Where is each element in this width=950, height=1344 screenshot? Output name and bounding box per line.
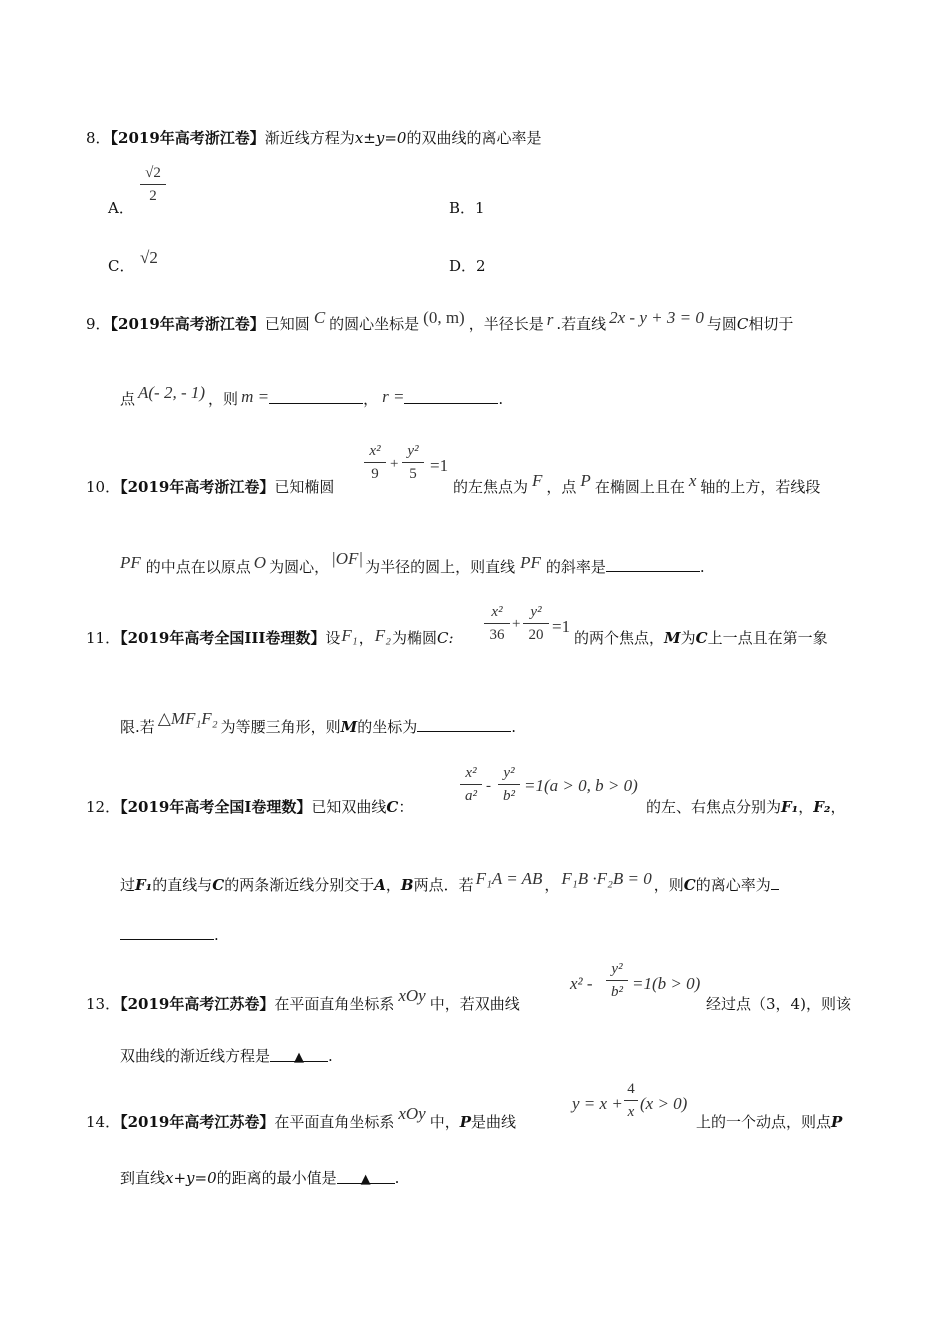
- q13-lead-term: x² -: [570, 974, 593, 993]
- q10-of-abs: |OF|: [331, 549, 364, 568]
- fraction-bar: [402, 462, 424, 463]
- q11-fraction-x-numerator: x²: [491, 604, 503, 620]
- q12-answer-blank[interactable]: [120, 924, 214, 940]
- q9-center: (0, m): [423, 308, 465, 327]
- q9-m-answer-blank[interactable]: [269, 388, 363, 404]
- q14-text: 中，: [429, 1113, 460, 1131]
- q11-text: 为等腰三角形，则: [220, 718, 341, 736]
- q11-plus: +: [512, 616, 521, 632]
- q12-f1: F₁: [135, 876, 153, 894]
- question-14-stem-line1: [86, 1104, 517, 1132]
- q11-text: 为椭圆: [392, 629, 438, 647]
- q10-text: ，点: [546, 478, 577, 496]
- q13-answer-blank[interactable]: [270, 1046, 328, 1065]
- question-11-stem-line1: [86, 628, 454, 648]
- q9-text: ，半径长是: [468, 315, 544, 333]
- q14-condition: (x > 0): [640, 1094, 688, 1113]
- q10-plus: +: [390, 456, 399, 472]
- fraction-bar: [484, 623, 510, 624]
- q11-text: 为: [680, 629, 696, 647]
- q14-text: 上的一个动点，则点: [696, 1113, 832, 1131]
- q12-text: ，则: [653, 876, 684, 894]
- q9-r-label: r =: [382, 387, 405, 406]
- q8-text: 渐近线方程为: [264, 129, 355, 147]
- q11-fraction-x-denominator: 36: [489, 627, 505, 643]
- question-13-stem-line1b: 经过点（3，4)，则该: [706, 995, 851, 1013]
- q11-fraction-x: [484, 603, 510, 644]
- q11-text: 设: [325, 629, 341, 647]
- question-11-stem-line1b: [574, 628, 828, 648]
- question-13-stem-line1: [86, 986, 520, 1014]
- q10-o: O: [253, 553, 267, 572]
- q9-radius: r: [546, 310, 554, 329]
- q10-p: P: [580, 471, 591, 490]
- q12-fraction-x-numerator: x²: [465, 765, 477, 781]
- q12-a: A: [374, 876, 386, 894]
- q13-text: 中，若双曲线: [429, 995, 520, 1013]
- q8-option-c-label: C．: [108, 257, 135, 275]
- q11-text: 的两个焦点，: [574, 629, 665, 647]
- q10-x: x: [688, 471, 697, 490]
- q9-end: .: [498, 390, 504, 408]
- q9-line-equation: 2x - y + 3 = 0: [609, 308, 704, 327]
- q12-text: 的直线与: [152, 876, 213, 894]
- q12-text: 的两条渐近线分别交于: [224, 876, 375, 894]
- q8-number: 8．: [86, 129, 111, 147]
- q8-option-c[interactable]: [108, 256, 134, 276]
- question-14-stem-line1b: [696, 1112, 842, 1132]
- q11-f1: F₁: [341, 626, 358, 645]
- q10-text: 的斜率是: [545, 558, 606, 576]
- q12-fraction-x-denominator: a²: [465, 788, 477, 804]
- q11-f2: F₂: [374, 626, 392, 645]
- q11-answer-blank[interactable]: [417, 716, 511, 732]
- q11-number: 11．: [86, 629, 121, 647]
- q11-source: 【2019年高考全国III卷理数】: [120, 629, 326, 647]
- question-12-stem-line1b: [646, 797, 846, 817]
- q13-text: 在平面直角坐标系: [274, 995, 395, 1013]
- fraction-bar: [523, 623, 549, 624]
- q12-colon: ：: [398, 798, 414, 816]
- q12-text: 已知双曲线: [311, 798, 387, 816]
- q12-comma: ，: [798, 798, 814, 816]
- q12-fraction-y-denominator: b²: [503, 788, 515, 804]
- q9-point-a: A(- 2, - 1): [138, 383, 206, 402]
- q9-m-label: m =: [241, 387, 270, 406]
- q8-text-after: 的双曲线的离心率是: [406, 129, 542, 147]
- q10-number: 10．: [86, 478, 121, 496]
- q8-option-a-denominator: 2: [149, 188, 157, 204]
- q11-text: 的坐标为: [357, 718, 418, 736]
- q12-comma: ，: [385, 876, 401, 894]
- fraction-bar: [624, 1100, 638, 1101]
- q11-c: C: [695, 629, 708, 647]
- fraction-bar: [460, 784, 482, 785]
- q10-source: 【2019年高考浙江卷】: [120, 478, 275, 496]
- q11-end: .: [511, 718, 517, 736]
- q12-text: 两点．若: [413, 876, 474, 894]
- q10-fraction-y: [402, 442, 424, 483]
- q8-option-c-value: √2: [140, 248, 158, 267]
- q9-text: .若直线: [556, 315, 607, 333]
- q10-text: 的左焦点为: [453, 478, 529, 496]
- q14-answer-blank[interactable]: [337, 1168, 395, 1187]
- q11-m: M: [664, 629, 681, 647]
- q13-end: .: [328, 1047, 333, 1065]
- q11-m: M: [340, 718, 358, 736]
- q11-triangle: △MF₁F₂: [157, 709, 218, 728]
- fraction-bar: [498, 784, 520, 785]
- q9-source: 【2019年高考浙江卷】: [110, 315, 265, 333]
- q10-fraction-y-numerator: y²: [407, 443, 419, 459]
- q10-fraction-x: [364, 442, 386, 483]
- q11-fraction-y: [523, 603, 549, 644]
- fraction-bar: [606, 980, 628, 981]
- q14-fraction-denominator: x: [627, 1104, 635, 1120]
- q12-c: C: [386, 798, 399, 816]
- question-12-stem-line1: [86, 797, 413, 817]
- q12-fraction-y-numerator: y²: [503, 765, 515, 781]
- q13-number: 13．: [86, 995, 121, 1013]
- q14-fraction-numerator: 4: [627, 1081, 635, 1097]
- question-8-stem: [86, 128, 541, 148]
- q10-text: 轴的上方，若线段: [700, 478, 821, 496]
- q9-number: 9．: [86, 315, 111, 333]
- q12-f1: F₁: [781, 798, 799, 816]
- q12-fraction-x: [460, 764, 482, 805]
- q12-end: .: [214, 926, 219, 944]
- q10-text: 已知椭圆: [274, 478, 335, 496]
- q9-text: 与圆: [706, 315, 737, 333]
- question-12-stem-line3: [120, 924, 219, 945]
- q10-text: 的中点在以原点: [145, 558, 251, 576]
- answer-triangle-icon: ▲: [360, 1172, 371, 1187]
- q10-equals: =1: [430, 456, 449, 475]
- q13-fraction-denominator: b²: [611, 984, 623, 1000]
- q10-fraction-y-denominator: 5: [409, 466, 417, 482]
- q9-text: 点: [120, 390, 136, 408]
- q12-text: 的左、右焦点分别为: [646, 798, 782, 816]
- q11-comma: ，: [358, 629, 374, 647]
- q9-r-answer-blank[interactable]: [404, 388, 498, 404]
- q14-text: 的距离的最小值是: [216, 1169, 337, 1187]
- q12-f2: F₂: [813, 798, 831, 816]
- q12-condition: =1(a > 0, b > 0): [524, 776, 638, 795]
- fraction-bar: [140, 184, 166, 185]
- q13-xoy: xOy: [398, 986, 426, 1005]
- q8-source: 【2019年高考浙江卷】: [110, 129, 265, 147]
- q14-fraction: [624, 1080, 638, 1121]
- q14-text: 是曲线: [471, 1113, 517, 1131]
- question-12-stem-line2: [120, 869, 779, 895]
- q11-equals: =1: [552, 617, 571, 636]
- q14-expr: x+y=0: [165, 1169, 217, 1187]
- q12-text: 过: [120, 876, 136, 894]
- question-9-stem-line2: [120, 383, 504, 409]
- q12-text: 的离心率为: [695, 876, 771, 894]
- q12-fraction-y: [498, 764, 520, 805]
- q8-option-a-label: A．: [108, 199, 134, 217]
- q14-end: .: [394, 1169, 400, 1187]
- question-9-stem-line1: [86, 308, 794, 334]
- q10-fraction-x-numerator: x²: [369, 443, 381, 459]
- q8-option-a[interactable]: [108, 198, 134, 218]
- q14-lead-term: y = x +: [572, 1094, 623, 1113]
- q8-option-d[interactable]: D．2: [449, 257, 486, 275]
- q10-answer-blank[interactable]: [606, 556, 700, 572]
- q12-number: 12．: [86, 798, 121, 816]
- q12-b: B: [400, 876, 414, 894]
- q13-fraction-numerator: y²: [611, 961, 623, 977]
- q12-comma: ，: [544, 876, 560, 894]
- question-14-stem-line2: [120, 1168, 399, 1188]
- q9-text: ，: [363, 390, 379, 408]
- question-13-stem-line2: [120, 1046, 333, 1066]
- q12-minus: -: [486, 778, 491, 794]
- q10-end: .: [699, 558, 705, 576]
- question-10-stem-line2: [120, 549, 705, 577]
- q11-text: 限.若: [120, 718, 155, 736]
- q8-option-a-numerator: √2: [145, 165, 161, 181]
- q13-text: 双曲线的渐近线方程是: [120, 1047, 271, 1065]
- q9-text: ，则: [208, 390, 239, 408]
- q10-f: F: [532, 471, 543, 490]
- q12-source: 【2019年高考全国Ⅰ卷理数】: [120, 798, 312, 816]
- q14-text: 在平面直角坐标系: [274, 1113, 395, 1131]
- question-11-stem-line2: [120, 709, 517, 737]
- q12-vector-eq1: F₁A = AB: [475, 869, 543, 888]
- q10-text: 为圆心，: [269, 558, 330, 576]
- q10-fraction-x-denominator: 9: [371, 466, 379, 482]
- q10-text: 在椭圆上且在: [594, 478, 685, 496]
- q12-c: C: [212, 876, 225, 894]
- q14-source: 【2019年高考江苏卷】: [120, 1113, 275, 1131]
- answer-triangle-icon: ▲: [294, 1050, 305, 1065]
- q14-number: 14．: [86, 1113, 121, 1131]
- q12-answer-blank-start[interactable]: [771, 874, 779, 890]
- q11-fraction-y-denominator: 20: [528, 627, 544, 643]
- q11-text: 上一点且在第一象: [707, 629, 828, 647]
- q12-c: C: [683, 876, 696, 894]
- q10-pf: PF: [120, 553, 141, 572]
- q9-text: 的圆心坐标是: [329, 315, 420, 333]
- question-10-stem-line1: [86, 477, 334, 497]
- q8-option-a-fraction: [140, 164, 166, 205]
- q14-p: P: [831, 1113, 843, 1131]
- q9-text: 已知圆: [264, 315, 310, 333]
- q13-fraction-y: [606, 960, 628, 1001]
- q13-source: 【2019年高考江苏卷】: [120, 995, 275, 1013]
- q12-vector-eq2: F₁B ·F₂B = 0: [561, 869, 652, 888]
- q11-fraction-y-numerator: y²: [530, 604, 542, 620]
- q14-text: 到直线: [120, 1169, 166, 1187]
- q8-expr: x±y=0: [354, 129, 407, 147]
- q13-condition: =1(b > 0): [632, 974, 701, 993]
- q10-text: 为半径的圆上，则直线: [365, 558, 516, 576]
- q12-comma: ，: [830, 798, 846, 816]
- q9-circle-c: C: [313, 308, 326, 327]
- q9-circle-c: C: [736, 315, 749, 333]
- q14-xoy: xOy: [398, 1104, 426, 1123]
- q8-option-b[interactable]: B．1: [449, 199, 485, 217]
- q14-p: P: [459, 1113, 472, 1131]
- q11-c: C:: [437, 629, 454, 647]
- q10-pf: PF: [520, 553, 541, 572]
- fraction-bar: [364, 462, 386, 463]
- q9-text: 相切于: [748, 315, 794, 333]
- question-10-stem-line1b: [453, 471, 821, 497]
